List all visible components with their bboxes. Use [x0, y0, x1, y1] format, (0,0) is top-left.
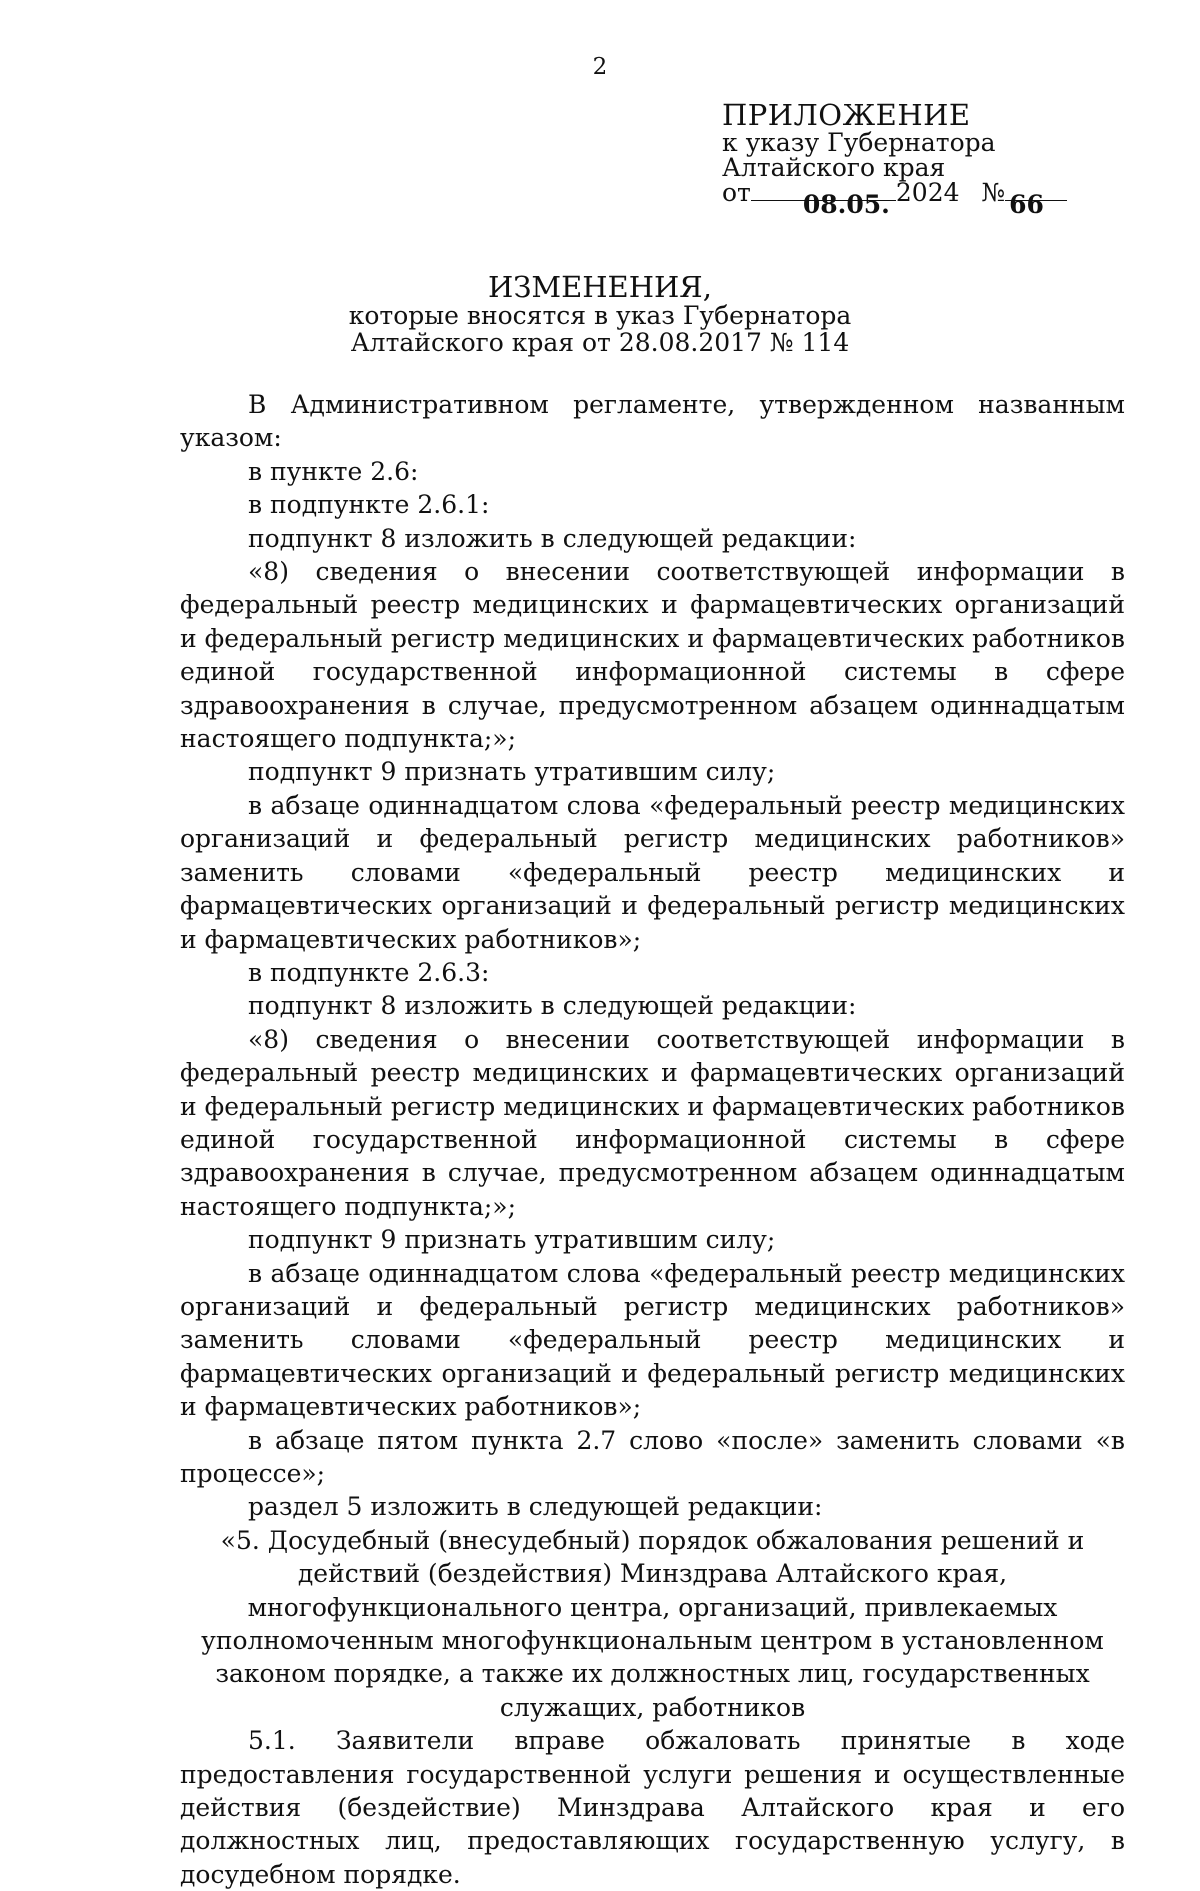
appendix-block: [722, 98, 1067, 219]
section-heading: «5. Досудебный (внесудебный) порядок обжалования решений и действий (бездействия) Минздрава Алтайского края, многофункционального центра, организаций, привлекаемых уполномоченным многофункциональным центром в установленном законом порядке, а также их должностных лиц, государственных служащих, работников: [201, 1525, 1104, 1722]
paragraph: в пункте 2.6:: [248, 456, 419, 486]
paragraph: в подпункте 2.6.3:: [248, 957, 490, 987]
paragraph: в абзаце одиннадцатом слова «федеральный реестр медицинских организаций и федеральный регистр медицинских работников» заменить словами «федеральный реестр медицинских и фармацевтических организаций и федеральный регистр медицинских и фармацевтических работников»;: [180, 790, 1125, 954]
heading-subtitle-line1: которые вносятся в указ Губернатора: [348, 301, 852, 330]
number-blank: [1005, 190, 1067, 219]
number-value: 66: [1009, 190, 1044, 219]
appendix-line-decree: к указу Губернатора: [722, 128, 996, 157]
page-number: 2: [592, 54, 608, 80]
appendix-title: ПРИЛОЖЕНИЕ: [722, 98, 971, 132]
date-value: 08.05.: [802, 190, 890, 219]
paragraph: раздел 5 изложить в следующей редакции:: [248, 1492, 823, 1522]
heading-subtitle-line2: Алтайского края от 28.08.2017 № 114: [350, 328, 850, 357]
paragraph: «8) сведения о внесении соответствующей информации в федеральный реестр медицинских и фармацевтических организаций и федеральный регистр медицинских и фармацевтических работников единой государственной информационной системы в сфере здравоохранения в случае, предусмотренном абзацем одиннадцатым настоящего подпункта;»;: [180, 557, 1125, 754]
paragraph: подпункт 8 изложить в следующей редакции:: [248, 523, 857, 553]
document-body: [180, 388, 1125, 1891]
date-prefix: от: [722, 178, 751, 207]
appendix-date-line: [722, 178, 1067, 219]
paragraph: В Административном регламенте, утвержденном названным указом:: [180, 390, 1125, 453]
paragraph: подпункт 9 признать утратившим силу;: [248, 1225, 776, 1255]
document-heading: [0, 272, 1200, 356]
paragraph: в абзаце одиннадцатом слова «федеральный реестр медицинских организаций и федеральный регистр медицинских работников» заменить словами «федеральный реестр медицинских и фармацевтических организаций и федеральный регистр медицинских и фармацевтических работников»;: [180, 1258, 1125, 1422]
paragraph: в абзаце пятом пункта 2.7 слово «после» заменить словами «в процессе»;: [180, 1425, 1125, 1488]
date-year: 2024: [895, 178, 960, 207]
paragraph: в подпункте 2.6.1:: [248, 490, 490, 520]
heading-title: ИЗМЕНЕНИЯ,: [488, 270, 712, 304]
number-prefix: №: [981, 178, 1006, 207]
paragraph: «8) сведения о внесении соответствующей информации в федеральный реестр медицинских и фармацевтических организаций и федеральный регистр медицинских и фармацевтических работников единой государственной информационной системы в сфере здравоохранения в случае, предусмотренном абзацем одиннадцатым настоящего подпункта;»;: [180, 1024, 1125, 1221]
appendix-line-region: Алтайского края: [722, 153, 946, 182]
date-blank: [751, 190, 896, 219]
final-paragraph: 5.1. Заявители вправе обжаловать принятые в ходе предоставления государственной услуги решения и осуществленные действия (бездействие) Минздрава Алтайского края и его должностных лиц, предоставляющих государственную услугу, в досудебном порядке.: [180, 1726, 1125, 1889]
paragraph: подпункт 8 изложить в следующей редакции:: [248, 991, 857, 1021]
paragraph: подпункт 9 признать утратившим силу;: [248, 757, 776, 787]
